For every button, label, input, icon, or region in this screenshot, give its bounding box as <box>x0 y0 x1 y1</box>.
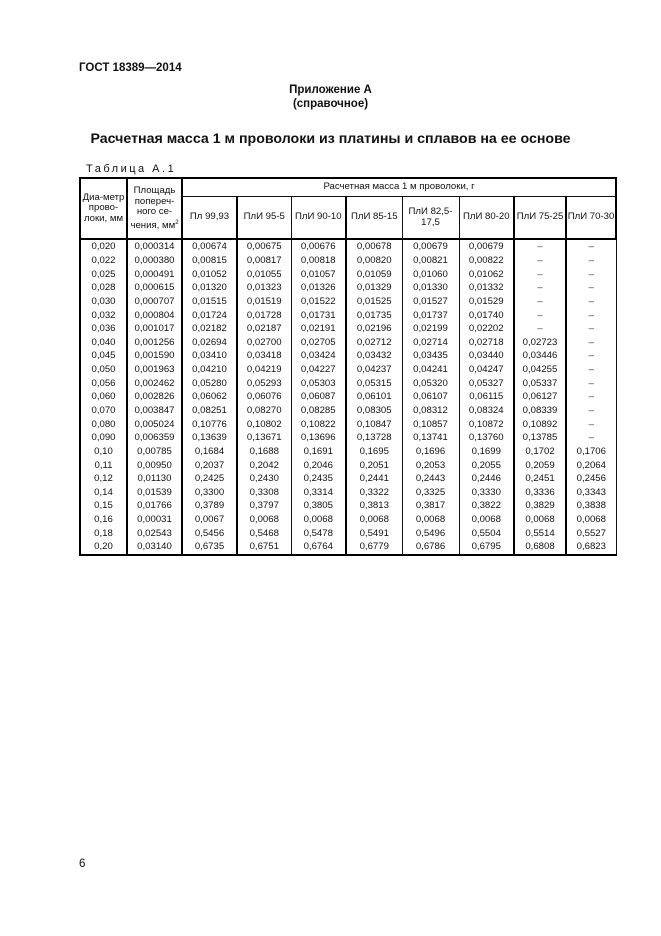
cell-diameter: 0,18 <box>80 526 127 540</box>
cell-mass: 0,13741 <box>402 431 459 445</box>
cell-diameter: 0,14 <box>80 486 127 500</box>
cell-mass: 0,00674 <box>182 239 237 254</box>
header-alloy: ПлИ 75-25 <box>514 197 566 240</box>
cell-mass: 0,01515 <box>182 295 237 309</box>
cell-mass: 0,10776 <box>182 417 237 431</box>
cell-mass: – <box>566 431 616 445</box>
cell-mass: 0,1691 <box>291 445 346 459</box>
cell-mass: 0,5527 <box>566 526 616 540</box>
table-row <box>80 431 616 445</box>
header-group-mass: Расчетная масса 1 м проволоки, г <box>182 178 616 197</box>
cell-mass: 0,01330 <box>402 281 459 295</box>
cell-mass: 0,00817 <box>237 254 291 268</box>
cell-mass: 0,02196 <box>346 322 402 336</box>
cell-mass: 0,02694 <box>182 335 237 349</box>
cell-mass: 0,2046 <box>291 458 346 472</box>
cell-mass: 0,2425 <box>182 472 237 486</box>
cell-mass: 0,01735 <box>346 308 402 322</box>
cell-mass: – <box>566 390 616 404</box>
cell-mass: 0,03410 <box>182 349 237 363</box>
cell-area: 0,001963 <box>127 363 182 377</box>
document-code: ГОСТ 18389—2014 <box>79 62 182 74</box>
cell-mass: 0,6808 <box>514 540 566 555</box>
cell-area: 0,02543 <box>127 526 182 540</box>
table-row <box>80 363 616 377</box>
table-row <box>80 417 616 431</box>
cell-mass: 0,00815 <box>182 254 237 268</box>
cell-mass: 0,06087 <box>291 390 346 404</box>
cell-mass: 0,3817 <box>402 499 459 513</box>
cell-mass: 0,2446 <box>459 472 514 486</box>
cell-mass: 0,01728 <box>237 308 291 322</box>
cell-mass: 0,3813 <box>346 499 402 513</box>
cell-mass: – <box>566 281 616 295</box>
cell-mass: 0,2430 <box>237 472 291 486</box>
cell-mass: 0,03435 <box>402 349 459 363</box>
cell-mass: 0,6735 <box>182 540 237 555</box>
cell-mass: – <box>566 295 616 309</box>
cell-mass: 0,02718 <box>459 335 514 349</box>
cell-mass: 0,01055 <box>237 267 291 281</box>
cell-mass: – <box>566 404 616 418</box>
cell-mass: – <box>566 363 616 377</box>
cell-diameter: 0,060 <box>80 390 127 404</box>
table-row <box>80 295 616 309</box>
cell-area: 0,003847 <box>127 404 182 418</box>
cell-mass: 0,05337 <box>514 376 566 390</box>
cell-mass: 0,01323 <box>237 281 291 295</box>
cell-mass: 0,1684 <box>182 445 237 459</box>
cell-mass: 0,3838 <box>566 499 616 513</box>
cell-diameter: 0,10 <box>80 445 127 459</box>
table-row <box>80 390 616 404</box>
cell-area: 0,002826 <box>127 390 182 404</box>
cell-mass: 0,03418 <box>237 349 291 363</box>
cell-diameter: 0,16 <box>80 513 127 527</box>
table-row <box>80 267 616 281</box>
cell-mass: 0,2064 <box>566 458 616 472</box>
cell-mass: 0,01332 <box>459 281 514 295</box>
cell-mass: 0,3314 <box>291 486 346 500</box>
header-area: Площадь попереч-ного се-чения, $мм^2$ <box>127 178 182 239</box>
cell-diameter: 0,15 <box>80 499 127 513</box>
cell-mass: – <box>514 295 566 309</box>
cell-mass: 0,1699 <box>459 445 514 459</box>
header-alloy: ПлИ 95-5 <box>237 197 291 240</box>
cell-diameter: 0,030 <box>80 295 127 309</box>
annex-heading <box>0 83 661 111</box>
cell-mass: 0,2435 <box>291 472 346 486</box>
cell-mass: – <box>566 376 616 390</box>
cell-mass: 0,04219 <box>237 363 291 377</box>
cell-mass: 0,01059 <box>346 267 402 281</box>
cell-area: 0,000707 <box>127 295 182 309</box>
cell-mass: 0,3789 <box>182 499 237 513</box>
cell-mass: 0,08324 <box>459 404 514 418</box>
cell-mass: 0,01724 <box>182 308 237 322</box>
cell-mass: 0,00675 <box>237 239 291 254</box>
cell-area: 0,01130 <box>127 472 182 486</box>
cell-mass: 0,5456 <box>182 526 237 540</box>
cell-mass: 0,0067 <box>182 513 237 527</box>
cell-mass: 0,5478 <box>291 526 346 540</box>
cell-area: 0,001017 <box>127 322 182 336</box>
cell-mass: 0,01320 <box>182 281 237 295</box>
cell-mass: 0,6779 <box>346 540 402 555</box>
cell-mass: 0,3805 <box>291 499 346 513</box>
table-row <box>80 254 616 268</box>
cell-mass: 0,1706 <box>566 445 616 459</box>
table-row <box>80 486 616 500</box>
cell-mass: 0,2053 <box>402 458 459 472</box>
cell-mass: 0,6764 <box>291 540 346 555</box>
cell-area: 0,000491 <box>127 267 182 281</box>
cell-mass: 0,03446 <box>514 349 566 363</box>
cell-area: 0,01766 <box>127 499 182 513</box>
cell-diameter: 0,020 <box>80 239 127 254</box>
cell-mass: 0,01052 <box>182 267 237 281</box>
cell-mass: 0,0068 <box>291 513 346 527</box>
cell-diameter: 0,12 <box>80 472 127 486</box>
cell-mass: 0,00679 <box>459 239 514 254</box>
cell-mass: – <box>566 308 616 322</box>
annex-type: (справочное) <box>292 98 369 110</box>
header-alloy: ПлИ 90-10 <box>291 197 346 240</box>
cell-mass: 0,6823 <box>566 540 616 555</box>
cell-mass: 0,2055 <box>459 458 514 472</box>
cell-mass: 0,02202 <box>459 322 514 336</box>
cell-mass: 0,01525 <box>346 295 402 309</box>
cell-mass: 0,01062 <box>459 267 514 281</box>
cell-mass: – <box>514 308 566 322</box>
cell-mass: 0,08339 <box>514 404 566 418</box>
table-row <box>80 404 616 418</box>
table-row <box>80 322 616 336</box>
cell-diameter: 0,056 <box>80 376 127 390</box>
table-row <box>80 308 616 322</box>
cell-mass: 0,08251 <box>182 404 237 418</box>
cell-mass: 0,2051 <box>346 458 402 472</box>
cell-mass: 0,00679 <box>402 239 459 254</box>
wire-mass-table <box>79 177 617 556</box>
cell-mass: 0,01329 <box>346 281 402 295</box>
cell-mass: 0,3336 <box>514 486 566 500</box>
cell-diameter: 0,032 <box>80 308 127 322</box>
cell-mass: 0,00822 <box>459 254 514 268</box>
table-row <box>80 376 616 390</box>
annex-title: Приложение А <box>289 84 372 96</box>
cell-mass: 0,0068 <box>346 513 402 527</box>
cell-mass: – <box>566 322 616 336</box>
cell-mass: 0,02199 <box>402 322 459 336</box>
table-caption: Таблица А.1 <box>86 163 177 175</box>
cell-mass: 0,3300 <box>182 486 237 500</box>
cell-mass: 0,04210 <box>182 363 237 377</box>
cell-mass: 0,01527 <box>402 295 459 309</box>
cell-diameter: 0,025 <box>80 267 127 281</box>
cell-mass: 0,2443 <box>402 472 459 486</box>
cell-mass: 0,1695 <box>346 445 402 459</box>
cell-area: 0,00031 <box>127 513 182 527</box>
cell-mass: 0,3308 <box>237 486 291 500</box>
cell-mass: 0,13760 <box>459 431 514 445</box>
cell-mass: 0,02705 <box>291 335 346 349</box>
cell-mass: 0,2441 <box>346 472 402 486</box>
cell-mass: 0,0068 <box>566 513 616 527</box>
cell-mass: 0,05327 <box>459 376 514 390</box>
cell-mass: – <box>514 254 566 268</box>
cell-mass: 0,06107 <box>402 390 459 404</box>
cell-mass: – <box>566 349 616 363</box>
cell-mass: 0,02723 <box>514 335 566 349</box>
cell-mass: – <box>566 267 616 281</box>
cell-mass: 0,01060 <box>402 267 459 281</box>
cell-mass: 0,01737 <box>402 308 459 322</box>
cell-mass: 0,13639 <box>182 431 237 445</box>
cell-mass: 0,3822 <box>459 499 514 513</box>
cell-diameter: 0,040 <box>80 335 127 349</box>
cell-area: 0,00950 <box>127 458 182 472</box>
cell-mass: 0,00678 <box>346 239 402 254</box>
header-alloy: ПлИ 82,5-17,5 <box>402 197 459 240</box>
cell-mass: 0,2037 <box>182 458 237 472</box>
cell-mass: 0,2042 <box>237 458 291 472</box>
cell-mass: 0,08305 <box>346 404 402 418</box>
cell-area: 0,001256 <box>127 335 182 349</box>
cell-mass: 0,1688 <box>237 445 291 459</box>
cell-mass: 0,00818 <box>291 254 346 268</box>
cell-mass: 0,1702 <box>514 445 566 459</box>
cell-mass: 0,01057 <box>291 267 346 281</box>
cell-mass: – <box>566 254 616 268</box>
cell-area: 0,002462 <box>127 376 182 390</box>
cell-mass: 0,10822 <box>291 417 346 431</box>
cell-area: 0,005024 <box>127 417 182 431</box>
page-title: Расчетная масса 1 м проволоки из платины и сплавов на ее основе <box>90 131 571 147</box>
cell-mass: 0,10847 <box>346 417 402 431</box>
cell-mass: 0,01519 <box>237 295 291 309</box>
cell-mass: 0,10872 <box>459 417 514 431</box>
cell-mass: 0,2456 <box>566 472 616 486</box>
cell-mass: 0,01522 <box>291 295 346 309</box>
cell-mass: – <box>566 417 616 431</box>
cell-area: 0,000804 <box>127 308 182 322</box>
cell-mass: 0,06115 <box>459 390 514 404</box>
cell-mass: 0,13696 <box>291 431 346 445</box>
table-row <box>80 281 616 295</box>
cell-mass: 0,05303 <box>291 376 346 390</box>
table-row <box>80 458 616 472</box>
cell-mass: 0,3797 <box>237 499 291 513</box>
cell-mass: 0,05293 <box>237 376 291 390</box>
table-row <box>80 239 616 254</box>
cell-mass: 0,05320 <box>402 376 459 390</box>
cell-diameter: 0,20 <box>80 540 127 555</box>
cell-mass: 0,05315 <box>346 376 402 390</box>
cell-mass: – <box>514 322 566 336</box>
cell-mass: 0,1696 <box>402 445 459 459</box>
cell-mass: 0,13728 <box>346 431 402 445</box>
cell-mass: 0,02182 <box>182 322 237 336</box>
cell-mass: 0,04241 <box>402 363 459 377</box>
cell-mass: 0,04255 <box>514 363 566 377</box>
table-row <box>80 335 616 349</box>
cell-mass: 0,02714 <box>402 335 459 349</box>
cell-diameter: 0,11 <box>80 458 127 472</box>
cell-mass: 0,06127 <box>514 390 566 404</box>
cell-area: 0,03140 <box>127 540 182 555</box>
cell-mass: 0,05280 <box>182 376 237 390</box>
cell-mass: 0,13671 <box>237 431 291 445</box>
cell-mass: 0,04227 <box>291 363 346 377</box>
cell-mass: 0,03424 <box>291 349 346 363</box>
cell-mass: 0,2059 <box>514 458 566 472</box>
cell-mass: 0,2451 <box>514 472 566 486</box>
cell-mass: 0,04247 <box>459 363 514 377</box>
cell-mass: 0,10802 <box>237 417 291 431</box>
table-row <box>80 445 616 459</box>
cell-mass: 0,5496 <box>402 526 459 540</box>
cell-mass: 0,0068 <box>402 513 459 527</box>
cell-mass: – <box>514 281 566 295</box>
cell-mass: 0,02187 <box>237 322 291 336</box>
cell-mass: 0,04237 <box>346 363 402 377</box>
table-row <box>80 349 616 363</box>
cell-mass: 0,13785 <box>514 431 566 445</box>
cell-mass: – <box>566 335 616 349</box>
cell-mass: 0,0068 <box>514 513 566 527</box>
cell-diameter: 0,028 <box>80 281 127 295</box>
cell-mass: 0,01740 <box>459 308 514 322</box>
cell-mass: 0,0068 <box>459 513 514 527</box>
cell-mass: – <box>514 267 566 281</box>
cell-mass: 0,6751 <box>237 540 291 555</box>
header-alloy: ПлИ 85-15 <box>346 197 402 240</box>
cell-mass: 0,02712 <box>346 335 402 349</box>
cell-mass: 0,08312 <box>402 404 459 418</box>
cell-mass: 0,0068 <box>237 513 291 527</box>
table-row <box>80 472 616 486</box>
cell-area: 0,000314 <box>127 239 182 254</box>
cell-mass: 0,01529 <box>459 295 514 309</box>
cell-mass: 0,3829 <box>514 499 566 513</box>
table-row <box>80 513 616 527</box>
header-alloy: ПлИ 70-30 <box>566 197 616 240</box>
table-row <box>80 526 616 540</box>
cell-mass: – <box>566 239 616 254</box>
cell-mass: 0,02191 <box>291 322 346 336</box>
cell-diameter: 0,070 <box>80 404 127 418</box>
cell-mass: 0,6786 <box>402 540 459 555</box>
cell-mass: 0,10892 <box>514 417 566 431</box>
cell-area: 0,01539 <box>127 486 182 500</box>
cell-mass: 0,5514 <box>514 526 566 540</box>
cell-mass: 0,08270 <box>237 404 291 418</box>
cell-mass: 0,06062 <box>182 390 237 404</box>
cell-diameter: 0,050 <box>80 363 127 377</box>
cell-mass: 0,06101 <box>346 390 402 404</box>
cell-mass: 0,6795 <box>459 540 514 555</box>
cell-area: 0,000380 <box>127 254 182 268</box>
cell-area: 0,001590 <box>127 349 182 363</box>
cell-mass: 0,00676 <box>291 239 346 254</box>
cell-mass: 0,01326 <box>291 281 346 295</box>
page-number: 6 <box>79 858 86 870</box>
cell-mass: 0,5504 <box>459 526 514 540</box>
cell-area: 0,000615 <box>127 281 182 295</box>
cell-mass: 0,03440 <box>459 349 514 363</box>
cell-mass: 0,3343 <box>566 486 616 500</box>
cell-mass: 0,3322 <box>346 486 402 500</box>
cell-mass: 0,02700 <box>237 335 291 349</box>
cell-mass: 0,10857 <box>402 417 459 431</box>
cell-mass: 0,00821 <box>402 254 459 268</box>
header-alloy: Пл 99,93 <box>182 197 237 240</box>
cell-diameter: 0,036 <box>80 322 127 336</box>
cell-mass: 0,5468 <box>237 526 291 540</box>
cell-mass: 0,08285 <box>291 404 346 418</box>
header-diameter: Диа-метр прово-локи, мм <box>80 178 127 239</box>
cell-mass: 0,03432 <box>346 349 402 363</box>
header-alloy: ПлИ 80-20 <box>459 197 514 240</box>
cell-area: 0,006359 <box>127 431 182 445</box>
cell-diameter: 0,080 <box>80 417 127 431</box>
table-row <box>80 540 616 555</box>
cell-mass: 0,3325 <box>402 486 459 500</box>
cell-mass: 0,01731 <box>291 308 346 322</box>
cell-mass: – <box>514 239 566 254</box>
cell-mass: 0,3330 <box>459 486 514 500</box>
cell-mass: 0,06076 <box>237 390 291 404</box>
table-row <box>80 499 616 513</box>
cell-mass: 0,00820 <box>346 254 402 268</box>
cell-diameter: 0,090 <box>80 431 127 445</box>
cell-area: 0,00785 <box>127 445 182 459</box>
cell-diameter: 0,022 <box>80 254 127 268</box>
cell-diameter: 0,045 <box>80 349 127 363</box>
cell-mass: 0,5491 <box>346 526 402 540</box>
